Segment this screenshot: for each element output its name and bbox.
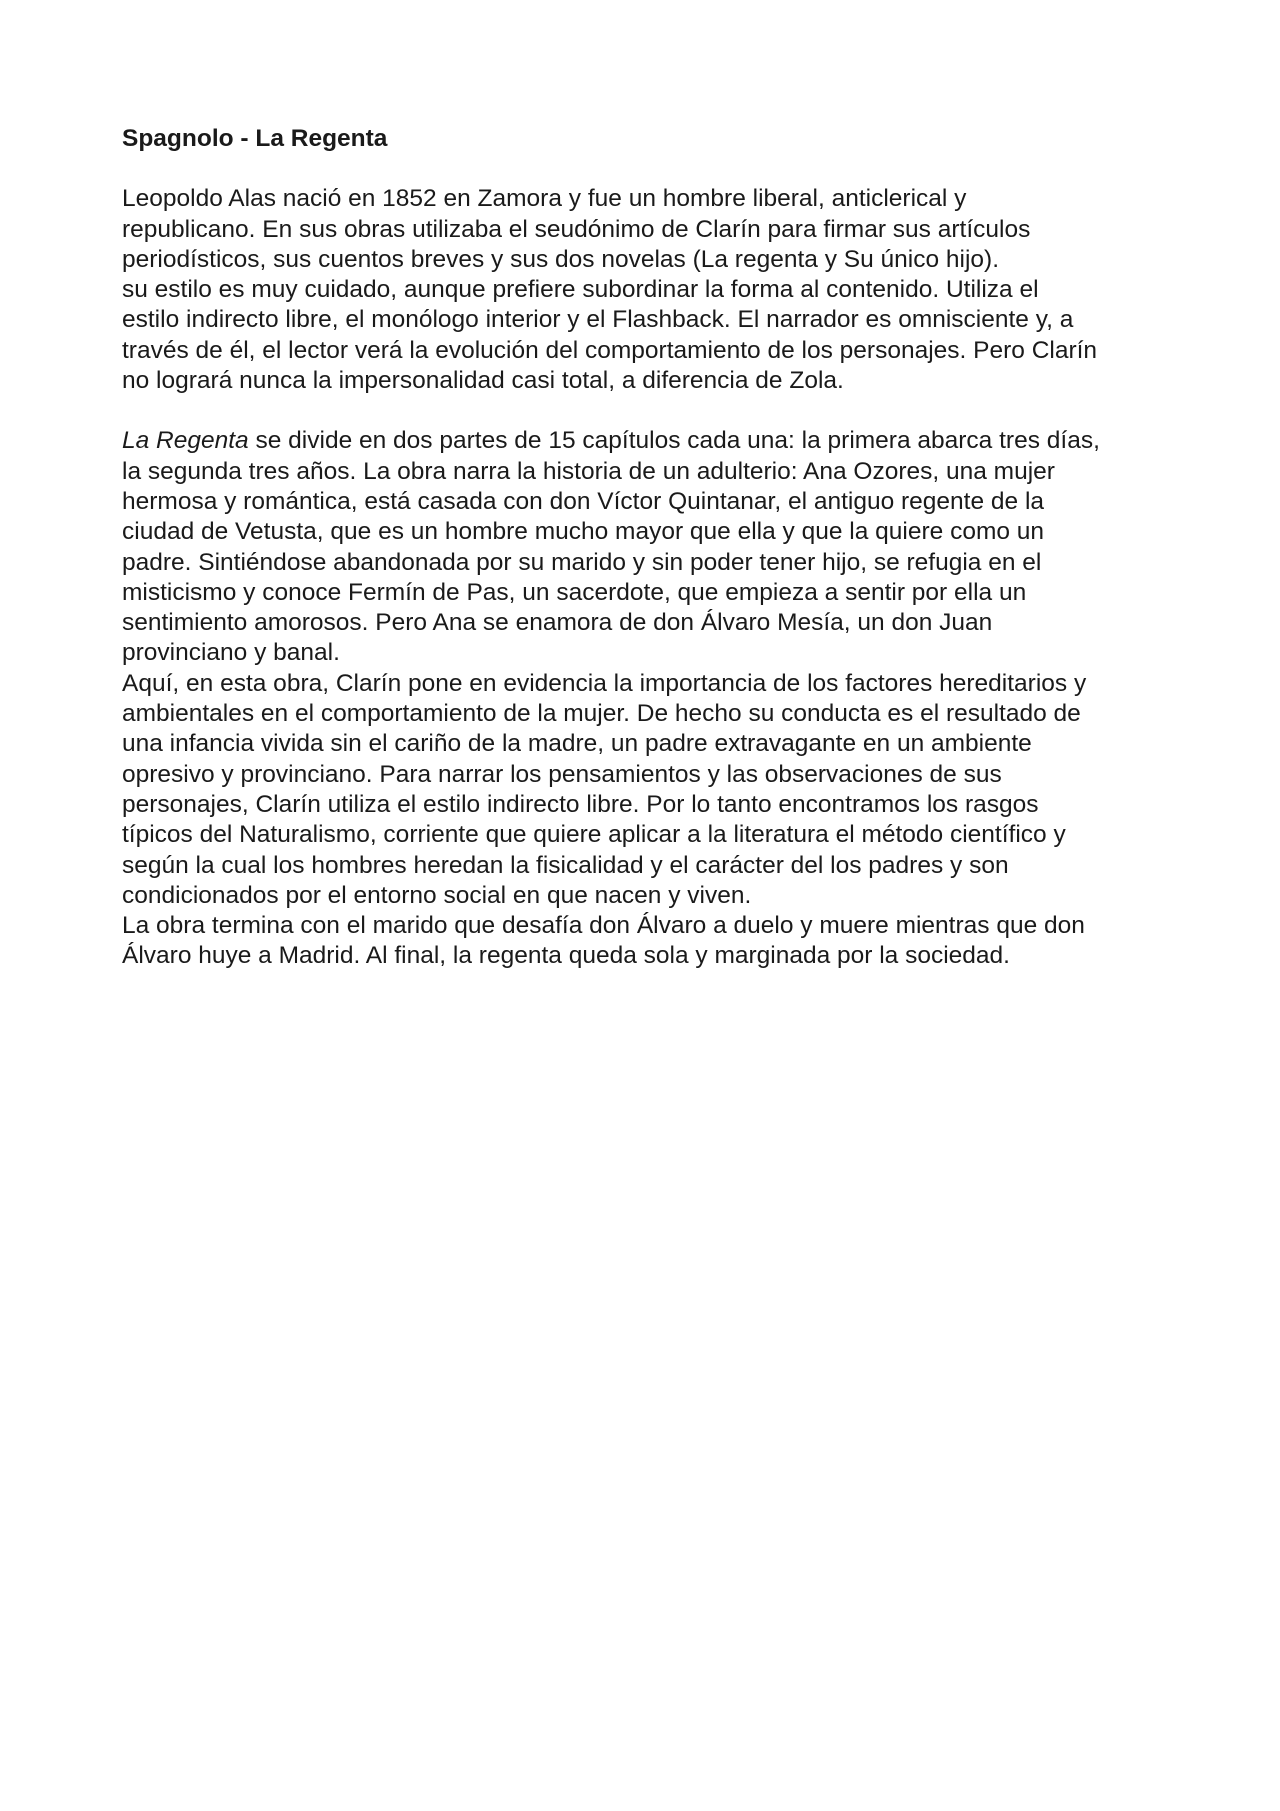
text-line <box>122 426 1172 456</box>
text-line: según la cual los hombres heredan la fisicalidad y el carácter del los padres y son <box>122 851 1009 879</box>
text-line: Leopoldo Alas nació en 1852 en Zamora y fue un hombre liberal, anticlerical y <box>122 185 967 213</box>
text-line: ambientales en el comportamiento de la mujer. De hecho su conducta es el resultado de <box>122 700 1081 728</box>
text-line: La obra termina con el marido que desafía don Álvaro a duelo y muere mientras que don <box>122 912 1085 940</box>
text-line: Álvaro huye a Madrid. Al final, la regenta queda sola y marginada por la sociedad. <box>122 942 1010 970</box>
text-fragment: se divide en dos partes de 15 capítulos cada una: la primera abarca tres días, <box>248 427 1100 455</box>
text-line: misticismo y conoce Fermín de Pas, un sacerdote, que empieza a sentir por ella un <box>122 578 1027 606</box>
text-line: opresivo y provinciano. Para narrar los pensamientos y las observaciones de sus <box>122 760 1002 788</box>
text-line: republicano. En sus obras utilizaba el seudónimo de Clarín para firmar sus artículos <box>122 215 1031 243</box>
text-line: periodísticos, sus cuentos breves y sus dos novelas (La regenta y Su único hijo). <box>122 245 1000 273</box>
text-line: provinciano y banal. <box>122 639 340 667</box>
text-line: una infancia vivida sin el cariño de la madre, un padre extravagante en un ambiente <box>122 730 1032 758</box>
text-line: sentimiento amorosos. Pero Ana se enamora de don Álvaro Mesía, un don Juan <box>122 609 993 637</box>
text-line: la segunda tres años. La obra narra la historia de un adulterio: Ana Ozores, una mujer <box>122 457 1055 485</box>
paragraph-intro <box>122 184 1172 396</box>
text-line: su estilo es muy cuidado, aunque prefiere subordinar la forma al contenido. Utiliza el <box>122 276 1039 304</box>
text-line: típicos del Naturalismo, corriente que quiere aplicar a la literatura el método científico y <box>122 821 1066 849</box>
document-title: Spagnolo - La Regenta <box>122 125 388 152</box>
text-line: no logrará nunca la impersonalidad casi total, a diferencia de Zola. <box>122 367 844 395</box>
text-line: hermosa y romántica, está casada con don Víctor Quintanar, el antiguo regente de la <box>122 487 1045 515</box>
text-line: ciudad de Vetusta, que es un hombre mucho mayor que ella y que la quiere como un <box>122 518 1045 546</box>
paragraph-plot <box>122 426 1172 971</box>
text-line: personajes, Clarín utiliza el estilo indirecto libre. Por lo tanto encontramos los rasgos <box>122 790 1039 818</box>
text-line: condicionados por el entorno social en que nacen y viven. <box>122 881 752 909</box>
text-line: padre. Sintiéndose abandonada por su marido y sin poder tener hijo, se refugia en el <box>122 548 1042 576</box>
book-title-italic: La Regenta <box>122 427 249 455</box>
document-body <box>122 124 1172 972</box>
text-line: Aquí, en esta obra, Clarín pone en evidencia la importancia de los factores hereditarios y <box>122 669 1087 697</box>
text-line: estilo indirecto libre, el monólogo interior y el Flashback. El narrador es omnisciente y, a <box>122 306 1074 334</box>
text-line: través de él, el lector verá la evolución del comportamiento de los personajes. Pero Clarín <box>122 336 1098 364</box>
